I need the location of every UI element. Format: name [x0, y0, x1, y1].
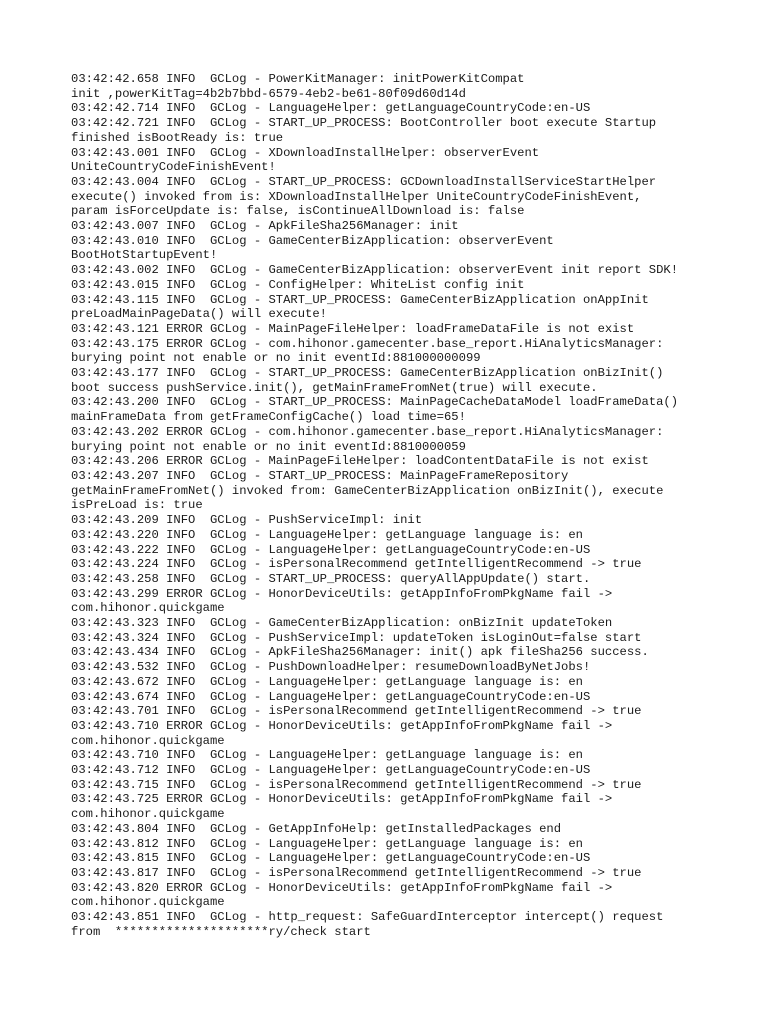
log-line: boot success pushService.init(), getMainFrameFromNet(true) will execute. — [71, 380, 598, 395]
log-line: 03:42:43.323 INFO GCLog - GameCenterBizApplication: onBizInit updateToken — [71, 616, 613, 631]
log-line: 03:42:43.004 INFO GCLog - START_UP_PROCESS: GCDownloadInstallServiceStartHelper — [71, 174, 657, 189]
log-line: 03:42:43.175 ERROR GCLog - com.hihonor.gamecenter.base_report.HiAnalyticsManager: — [71, 336, 664, 351]
log-line: 03:42:43.209 INFO GCLog - PushServiceImpl: init — [71, 513, 423, 528]
log-line: 03:42:43.804 INFO GCLog - GetAppInfoHelp: getInstalledPackages end — [71, 821, 562, 836]
log-line: from *********************ry/check start — [71, 924, 371, 939]
log-line: getMainFrameFromNet() invoked from: GameCenterBizApplication onBizInit(), execute — [71, 483, 664, 498]
log-line: 03:42:43.815 INFO GCLog - LanguageHelper: getLanguageCountryCode:en-US — [71, 851, 591, 866]
log-line: com.hihonor.quickgame — [71, 733, 225, 748]
log-line: 03:42:43.207 INFO GCLog - START_UP_PROCESS: MainPageFrameRepository — [71, 468, 569, 483]
log-line: 03:42:43.007 INFO GCLog - ApkFileSha256Manager: init — [71, 219, 459, 234]
log-line: 03:42:43.710 ERROR GCLog - HonorDeviceUtils: getAppInfoFromPkgName fail -> — [71, 718, 613, 733]
log-line: 03:42:43.258 INFO GCLog - START_UP_PROCESS: queryAllAppUpdate() start. — [71, 571, 591, 586]
log-line: 03:42:43.001 INFO GCLog - XDownloadInstallHelper: observerEvent — [71, 145, 540, 160]
log-line: finished isBootReady is: true — [71, 130, 284, 145]
log-line: 03:42:43.820 ERROR GCLog - HonorDeviceUtils: getAppInfoFromPkgName fail -> — [71, 880, 613, 895]
log-line: UniteCountryCodeFinishEvent! — [71, 160, 276, 175]
log-line: 03:42:43.674 INFO GCLog - LanguageHelper: getLanguageCountryCode:en-US — [71, 689, 591, 704]
log-line: preLoadMainPageData() will execute! — [71, 307, 327, 322]
log-line: 03:42:43.115 INFO GCLog - START_UP_PROCESS: GameCenterBizApplication onAppInit — [71, 292, 649, 307]
log-line: 03:42:43.725 ERROR GCLog - HonorDeviceUtils: getAppInfoFromPkgName fail -> — [71, 792, 613, 807]
log-line: com.hihonor.quickgame — [71, 807, 225, 822]
log-line: param isForceUpdate is: false, isContinueAllDownload is: false — [71, 204, 525, 219]
log-line: 03:42:43.715 INFO GCLog - isPersonalRecommend getIntelligentRecommend -> true — [71, 777, 642, 792]
log-line: 03:42:42.721 INFO GCLog - START_UP_PROCESS: BootController boot execute Startup — [71, 116, 657, 131]
log-line: 03:42:43.851 INFO GCLog - http_request: SafeGuardInterceptor intercept() request — [71, 910, 664, 925]
log-line: 03:42:43.015 INFO GCLog - ConfigHelper: WhiteList config init — [71, 277, 525, 292]
log-line: 03:42:43.817 INFO GCLog - isPersonalRecommend getIntelligentRecommend -> true — [71, 865, 642, 880]
log-line: 03:42:43.701 INFO GCLog - isPersonalRecommend getIntelligentRecommend -> true — [71, 704, 642, 719]
log-line: 03:42:43.812 INFO GCLog - LanguageHelper: getLanguage language is: en — [71, 836, 583, 851]
log-line: 03:42:43.672 INFO GCLog - LanguageHelper: getLanguage language is: en — [71, 674, 583, 689]
log-line: mainFrameData from getFrameConfigCache() load time=65! — [71, 410, 466, 425]
log-line: 03:42:43.710 INFO GCLog - LanguageHelper: getLanguage language is: en — [71, 748, 583, 763]
log-line: 03:42:43.324 INFO GCLog - PushServiceImpl: updateToken isLoginOut=false start — [71, 630, 642, 645]
log-line: execute() invoked from is: XDownloadInstallHelper UniteCountryCodeFinishEvent, — [71, 189, 642, 204]
log-line: 03:42:43.206 ERROR GCLog - MainPageFileHelper: loadContentDataFile is not exist — [71, 454, 649, 469]
log-line: BootHotStartupEvent! — [71, 248, 218, 263]
log-document — [71, 72, 711, 939]
log-line: 03:42:42.714 INFO GCLog - LanguageHelper: getLanguageCountryCode:en-US — [71, 101, 591, 116]
log-line: 03:42:43.712 INFO GCLog - LanguageHelper: getLanguageCountryCode:en-US — [71, 763, 591, 778]
log-line: 03:42:43.222 INFO GCLog - LanguageHelper: getLanguageCountryCode:en-US — [71, 542, 591, 557]
log-line: 03:42:43.121 ERROR GCLog - MainPageFileHelper: loadFrameDataFile is not exist — [71, 321, 635, 336]
log-line: 03:42:42.658 INFO GCLog - PowerKitManager: initPowerKitCompat — [71, 72, 525, 86]
log-line: 03:42:43.177 INFO GCLog - START_UP_PROCESS: GameCenterBizApplication onBizInit() — [71, 366, 664, 381]
log-line: 03:42:43.434 INFO GCLog - ApkFileSha256Manager: init() apk fileSha256 success. — [71, 645, 649, 660]
log-line: 03:42:43.002 INFO GCLog - GameCenterBizApplication: observerEvent init report SDK! — [71, 263, 679, 278]
log-line: 03:42:43.010 INFO GCLog - GameCenterBizApplication: observerEvent — [71, 233, 554, 248]
log-line: 03:42:43.299 ERROR GCLog - HonorDeviceUtils: getAppInfoFromPkgName fail -> — [71, 586, 613, 601]
log-line: com.hihonor.quickgame — [71, 895, 225, 910]
log-line: com.hihonor.quickgame — [71, 601, 225, 616]
log-line: burying point not enable or no init eventId:8810000059 — [71, 439, 466, 454]
log-line: 03:42:43.202 ERROR GCLog - com.hihonor.gamecenter.base_report.HiAnalyticsManager: — [71, 424, 664, 439]
log-line: 03:42:43.220 INFO GCLog - LanguageHelper: getLanguage language is: en — [71, 527, 583, 542]
log-line: 03:42:43.224 INFO GCLog - isPersonalRecommend getIntelligentRecommend -> true — [71, 557, 642, 572]
log-line: 03:42:43.532 INFO GCLog - PushDownloadHelper: resumeDownloadByNetJobs! — [71, 660, 591, 675]
log-line: isPreLoad is: true — [71, 498, 203, 513]
log-line: init ,powerKitTag=4b2b7bbd-6579-4eb2-be61-80f09d60d14d — [71, 86, 466, 101]
log-line: burying point not enable or no init eventId:881000000099 — [71, 351, 481, 366]
log-line: 03:42:43.200 INFO GCLog - START_UP_PROCESS: MainPageCacheDataModel loadFrameData() — [71, 395, 679, 410]
